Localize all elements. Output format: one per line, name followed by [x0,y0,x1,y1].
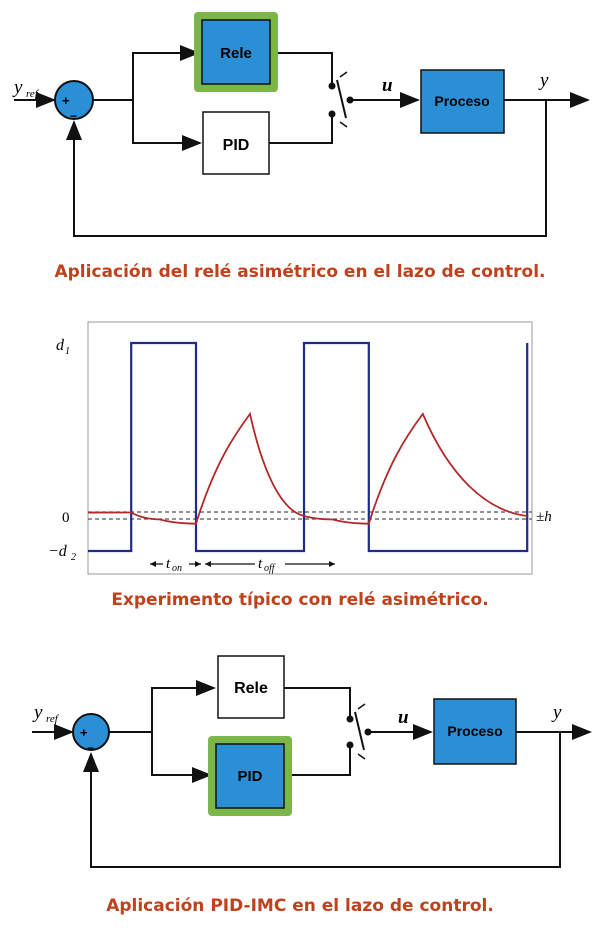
y-tick-d2: −d [48,543,67,560]
input-subscript: ref [26,88,38,100]
switch-contact-top-2 [347,716,354,723]
relay-label-2: Rele [234,680,268,697]
relay-to-switch-2 [284,688,350,716]
y-tick-d1: d [56,337,64,354]
diagram-pid-highlighted [32,656,590,867]
t-off-sub: off [264,563,275,574]
caption-pid-imc-loop: Aplicación PID-IMC en el lazo de control. [106,896,494,916]
switch-arm [337,80,346,118]
pid-label: PID [222,137,250,154]
process-label: Proceso [434,93,490,109]
sum-minus-sign: − [70,109,78,123]
caption-relay-experiment: Experimento típico con relé asimétrico. [111,590,489,610]
switch-contact-bottom [329,111,336,118]
caption-relay-loop: Aplicación del relé asimétrico en el lazo de control. [54,262,546,282]
output-label: y [540,70,549,91]
y-tick-zero: 0 [62,510,70,526]
relay-experiment-chart [48,322,552,574]
output-label-2: y [553,702,562,723]
t-off-label: t [258,556,263,572]
input-subscript-2: ref [46,713,58,725]
relay-to-switch [278,53,332,83]
switch-arm-2 [355,712,364,750]
u-label-2: u [398,707,409,728]
hysteresis-label: ±h [536,509,552,525]
chart-frame [88,322,532,574]
switch-contact-bottom-2 [347,742,354,749]
branch-to-pid [133,100,200,143]
sum-minus-sign-2: − [87,741,95,755]
u-label: u [382,75,393,96]
pid-label-2: PID [237,768,263,785]
branch-to-pid-2 [152,732,210,775]
input-label-2: y [34,702,43,723]
y-tick-d2-sub: 2 [71,552,76,563]
sum-plus-sign: + [62,93,70,108]
branch-to-relay-2 [152,688,214,732]
branch-to-relay [133,53,198,100]
sum-plus-sign-2: + [80,725,88,740]
switch-contact-top [329,83,336,90]
process-label-2: Proceso [447,723,503,739]
diagram-relay-highlighted [12,12,588,236]
relay-label: Rele [220,45,252,62]
pid-to-switch-2 [292,748,350,775]
pid-to-switch [269,117,332,143]
t-on-label: t [166,556,171,572]
t-on-sub: on [172,563,182,574]
y-tick-d1-sub: 1 [65,346,70,357]
input-label: y [14,77,23,98]
